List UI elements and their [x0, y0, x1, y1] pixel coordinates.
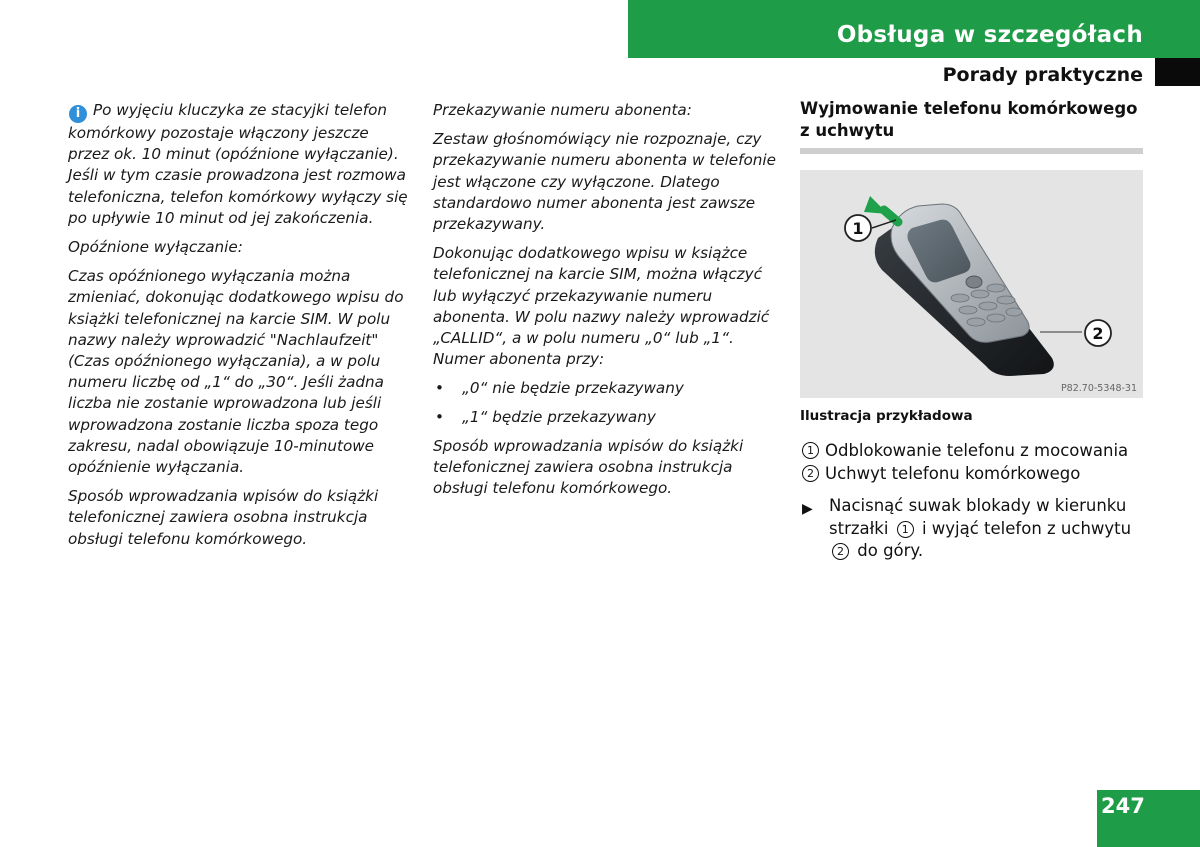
info-text: Po wyjęciu kluczyka ze stacyjki telefon komórkowy pozostaje włączony jeszcze przez ok. 10 minut (opóźnione wyłączanie). Jeśli w tym czasie prowadzona jest rozmowa telefoniczna, telefon komórkowy wyłączy się po upływie 10 minut od jej zakończenia. — [68, 101, 408, 227]
legend-text: Uchwyt telefonu komórkowego — [825, 464, 1081, 483]
info-icon: i — [69, 105, 87, 123]
number-badge: 2 — [802, 465, 819, 482]
procedure-title: Wyjmowanie telefonu komórkowego z uchwytu — [800, 99, 1138, 140]
phone-cradle-illustration — [800, 170, 1143, 398]
delayed-shutdown-heading: Opóźnione wyłączanie: — [68, 238, 243, 257]
step-text-part-1: Nacisnąć suwak blokady w kierunku strzałki — [829, 496, 1127, 538]
step-text-part-2: i wyjąć telefon z uchwytu — [921, 518, 1132, 538]
column-middle — [433, 100, 778, 507]
callerid-paragraph-2: Dokonując dodatkowego wpisu w książce telefonicznej na karcie SIM, można włączyć lub wyłączyć przekazywanie numeru abonenta. W polu nazwy należy wprowadzić „CALLID“, a w polu numeru „0“ lub „1“. Numer abonenta przy: — [433, 244, 770, 369]
legend-text: Odblokowanie telefonu z mocowania — [825, 441, 1129, 460]
chapter-title: Obsługa w szczegółach — [836, 22, 1143, 48]
section-tab-marker — [1155, 58, 1200, 86]
step-text-part-3: do góry. — [857, 541, 924, 560]
figure-caption: Ilustracja przykładowa — [800, 408, 973, 424]
legend-item-1 — [800, 439, 1145, 462]
page-number: 247 — [1097, 790, 1200, 847]
figure-legend — [800, 439, 1145, 485]
callerid-options — [433, 378, 778, 427]
instruction-step — [800, 495, 1145, 563]
chapter-header — [628, 0, 1200, 58]
callerid-paragraph-1: Zestaw głośnomówiący nie rozpoznaje, czy przekazywanie numeru abonenta w telefonie jest włączone czy wyłączone. Dlatego standardowo numer abonenta jest zawsze przekazywany. — [433, 130, 776, 234]
manual-note: Sposób wprowadzania wpisów do książki telefonicznej zawiera osobna instrukcja obsługi telefonu komórkowego. — [68, 487, 379, 548]
manual-note: Sposób wprowadzania wpisów do książki telefonicznej zawiera osobna instrukcja obsługi telefonu komórkowego. — [433, 436, 744, 498]
number-badge: 1 — [802, 442, 819, 459]
column-left — [68, 100, 413, 558]
column-right — [800, 98, 1145, 563]
section-title: Porady praktyczne — [942, 64, 1143, 86]
figure-callout-1: 1 — [852, 219, 864, 238]
play-arrow-icon: ▶ — [802, 501, 813, 517]
title-divider — [800, 148, 1143, 154]
delayed-shutdown-text: Czas opóźnionego wyłączania można zmieniać, dokonując dodatkowego wpisu do książki telefonicznej na karcie SIM. W polu nazwy należy wprowadzić "Nachlaufzeit" (Czas opóźnionego wyłączania), a w polu numeru liczbę od „1“ do „30“. Jeśli żadna liczba nie zostanie wprowadzona lub jeśli wprowadzona zostanie liczba spoza tego zakresu, nadal obowiązuje 10-minutowe opóźnienie wyłączania. — [68, 267, 404, 477]
figure-code: P82.70-5348-31 — [1060, 383, 1137, 394]
legend-item-2 — [800, 462, 1145, 485]
number-badge: 2 — [832, 543, 849, 560]
number-badge: 1 — [897, 521, 914, 538]
figure-callout-2: 2 — [1092, 324, 1104, 343]
list-item: • „0“ nie będzie przekazywany — [433, 378, 778, 399]
phone-illustration-graphic — [800, 170, 1143, 398]
list-item: • „1“ będzie przekazywany — [433, 407, 778, 428]
callerid-heading: Przekazywanie numeru abonenta: — [433, 101, 692, 119]
info-paragraph — [68, 100, 413, 229]
